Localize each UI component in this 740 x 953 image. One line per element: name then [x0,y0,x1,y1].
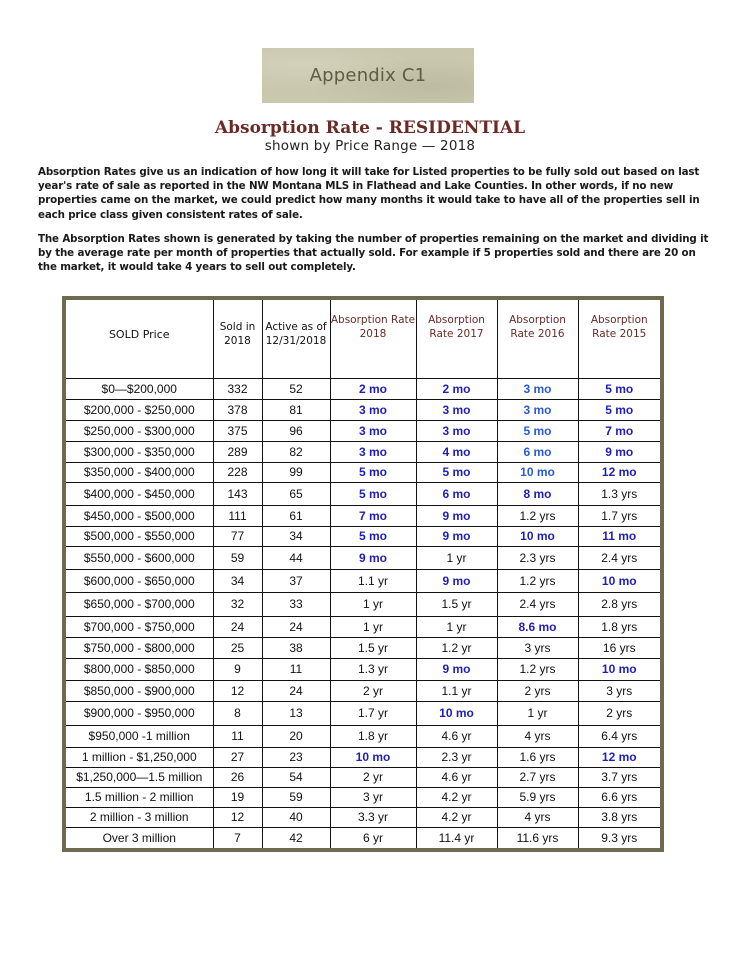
cell-active: 99 [262,462,330,482]
cell-rate-2016: 1 yr [497,701,578,725]
table-row [66,441,660,462]
table-body [66,378,660,848]
cell-active: 96 [262,420,330,441]
cell-rate-2018: 3 mo [330,399,416,420]
table-row [66,637,660,658]
cell-sold: 378 [213,399,262,420]
header-rate-2017: Absorption Rate 2017 [416,300,497,378]
header-rate-2016: Absorption Rate 2016 [497,300,578,378]
table-row [66,592,660,616]
cell-active: 23 [262,747,330,767]
table-row [66,747,660,767]
cell-rate-2018: 7 mo [330,505,416,526]
cell-sold: 8 [213,701,262,725]
cell-rate-2017: 1.5 yr [416,592,497,616]
cell-sold: 24 [213,616,262,637]
cell-price-range: $250,000 - $300,000 [66,420,213,441]
cell-active: 42 [262,827,330,848]
cell-rate-2018: 5 mo [330,482,416,505]
cell-active: 34 [262,526,330,546]
cell-active: 33 [262,592,330,616]
cell-rate-2016: 3 mo [497,378,578,399]
cell-price-range: $350,000 - $400,000 [66,462,213,482]
cell-rate-2017: 2 mo [416,378,497,399]
cell-sold: 12 [213,807,262,827]
cell-price-range: $0—$200,000 [66,378,213,399]
cell-rate-2016: 1.2 yrs [497,505,578,526]
table-row [66,505,660,526]
cell-rate-2015: 2.4 yrs [578,546,660,569]
cell-rate-2018: 6 yr [330,827,416,848]
cell-price-range: $750,000 - $800,000 [66,637,213,658]
cell-rate-2016: 2.3 yrs [497,546,578,569]
cell-rate-2018: 2 yr [330,680,416,701]
cell-rate-2017: 4.2 yr [416,787,497,807]
intro-paragraph-1: Absorption Rates give us an indication of how long it will take for Listed properties to be fully sold out based on last year's rate of sale as reported in the NW Montana MLS in Flathead and Lake Counties. In other words, if no new properties came on the market, we could predict how many months it would take to have all of the properties sell in each price class given consistent rates of sale. [38,166,700,221]
cell-rate-2017: 3 mo [416,399,497,420]
cell-active: 13 [262,701,330,725]
cell-price-range: $600,000 - $650,000 [66,569,213,592]
table-row [66,378,660,399]
cell-rate-2015: 3.8 yrs [578,807,660,827]
cell-rate-2015: 2.8 yrs [578,592,660,616]
cell-price-range: 2 million - 3 million [66,807,213,827]
cell-rate-2017: 1 yr [416,616,497,637]
cell-rate-2018: 1.1 yr [330,569,416,592]
intro-paragraph-2: The Absorption Rates shown is generated by taking the number of properties remaining on the market and dividing it by the average rate per month of properties that actually sold. For example if 5 properties sold and there are 20 on the market, it would take 4 years to sell out completely. [38,233,709,274]
cell-rate-2016: 8.6 mo [497,616,578,637]
table-row [66,526,660,546]
cell-active: 65 [262,482,330,505]
cell-rate-2016: 1.6 yrs [497,747,578,767]
cell-price-range: $450,000 - $500,000 [66,505,213,526]
cell-rate-2015: 6.6 yrs [578,787,660,807]
cell-price-range: $550,000 - $600,000 [66,546,213,569]
table-row [66,462,660,482]
page-title: Absorption Rate - RESIDENTIAL [214,118,526,138]
cell-rate-2015: 9 mo [578,441,660,462]
header-rate-2015: Absorption Rate 2015 [578,300,660,378]
cell-rate-2016: 6 mo [497,441,578,462]
cell-rate-2017: 2.3 yr [416,747,497,767]
cell-rate-2016: 4 yrs [497,725,578,747]
table-row [66,725,660,747]
cell-rate-2015: 12 mo [578,462,660,482]
cell-rate-2016: 3 yrs [497,637,578,658]
cell-rate-2015: 10 mo [578,658,660,680]
table-row [66,420,660,441]
cell-rate-2016: 10 mo [497,462,578,482]
cell-active: 24 [262,680,330,701]
cell-rate-2016: 4 yrs [497,807,578,827]
cell-rate-2018: 3 yr [330,787,416,807]
cell-price-range: Over 3 million [66,827,213,848]
cell-rate-2018: 3 mo [330,420,416,441]
cell-rate-2018: 1.7 yr [330,701,416,725]
cell-active: 37 [262,569,330,592]
cell-rate-2017: 11.4 yr [416,827,497,848]
table-row [66,680,660,701]
cell-price-range: $500,000 - $550,000 [66,526,213,546]
cell-active: 54 [262,767,330,787]
cell-rate-2018: 1 yr [330,616,416,637]
cell-rate-2017: 9 mo [416,505,497,526]
cell-price-range: $200,000 - $250,000 [66,399,213,420]
cell-active: 38 [262,637,330,658]
cell-sold: 143 [213,482,262,505]
cell-rate-2017: 4 mo [416,441,497,462]
cell-rate-2017: 6 mo [416,482,497,505]
absorption-rate-table [66,300,660,848]
cell-sold: 228 [213,462,262,482]
cell-rate-2015: 3.7 yrs [578,767,660,787]
cell-sold: 12 [213,680,262,701]
cell-rate-2016: 2.7 yrs [497,767,578,787]
header-rate-2018: Absorption Rate 2018 [330,300,416,378]
cell-price-range: $800,000 - $850,000 [66,658,213,680]
cell-active: 81 [262,399,330,420]
cell-rate-2017: 9 mo [416,526,497,546]
cell-rate-2018: 2 yr [330,767,416,787]
cell-rate-2017: 4.6 yr [416,767,497,787]
cell-rate-2015: 3 yrs [578,680,660,701]
cell-price-range: 1 million - $1,250,000 [66,747,213,767]
header-active: Active as of 12/31/2018 [262,300,330,378]
cell-price-range: $650,000 - $700,000 [66,592,213,616]
cell-rate-2015: 7 mo [578,420,660,441]
cell-sold: 9 [213,658,262,680]
cell-price-range: $850,000 - $900,000 [66,680,213,701]
cell-price-range: $950,000 -1 million [66,725,213,747]
cell-active: 24 [262,616,330,637]
cell-rate-2017: 10 mo [416,701,497,725]
table-row [66,658,660,680]
cell-sold: 59 [213,546,262,569]
cell-sold: 375 [213,420,262,441]
cell-rate-2015: 1.7 yrs [578,505,660,526]
appendix-banner [262,48,474,103]
table-row [66,616,660,637]
cell-rate-2015: 5 mo [578,399,660,420]
table-row [66,807,660,827]
cell-rate-2016: 1.2 yrs [497,569,578,592]
page-subtitle: shown by Price Range — 2018 [264,138,476,154]
table-row [66,482,660,505]
cell-price-range: $300,000 - $350,000 [66,441,213,462]
table-row [66,701,660,725]
cell-sold: 34 [213,569,262,592]
cell-sold: 26 [213,767,262,787]
cell-active: 44 [262,546,330,569]
cell-price-range: $900,000 - $950,000 [66,701,213,725]
cell-rate-2018: 5 mo [330,526,416,546]
cell-rate-2015: 5 mo [578,378,660,399]
cell-rate-2015: 9.3 yrs [578,827,660,848]
cell-rate-2016: 5 mo [497,420,578,441]
cell-sold: 332 [213,378,262,399]
cell-rate-2015: 6.4 yrs [578,725,660,747]
cell-active: 59 [262,787,330,807]
cell-active: 20 [262,725,330,747]
cell-active: 52 [262,378,330,399]
cell-rate-2016: 5.9 yrs [497,787,578,807]
header-sold-2018: Sold in 2018 [213,300,262,378]
cell-rate-2017: 1.2 yr [416,637,497,658]
cell-rate-2018: 1.5 yr [330,637,416,658]
table-row [66,787,660,807]
cell-sold: 27 [213,747,262,767]
cell-rate-2016: 1.2 yrs [497,658,578,680]
cell-rate-2018: 9 mo [330,546,416,569]
cell-rate-2018: 5 mo [330,462,416,482]
cell-sold: 32 [213,592,262,616]
table-row [66,767,660,787]
cell-rate-2017: 9 mo [416,658,497,680]
cell-sold: 11 [213,725,262,747]
cell-rate-2017: 5 mo [416,462,497,482]
cell-rate-2015: 12 mo [578,747,660,767]
table-row [66,827,660,848]
cell-rate-2018: 2 mo [330,378,416,399]
cell-rate-2017: 9 mo [416,569,497,592]
cell-rate-2017: 1 yr [416,546,497,569]
absorption-table-frame [62,296,664,852]
cell-rate-2016: 3 mo [497,399,578,420]
cell-active: 11 [262,658,330,680]
cell-rate-2017: 3 mo [416,420,497,441]
header-sold-price: SOLD Price [66,300,213,378]
cell-rate-2018: 1.3 yr [330,658,416,680]
cell-rate-2018: 3 mo [330,441,416,462]
cell-rate-2016: 2 yrs [497,680,578,701]
cell-rate-2016: 8 mo [497,482,578,505]
table-row [66,546,660,569]
cell-rate-2015: 1.8 yrs [578,616,660,637]
cell-sold: 77 [213,526,262,546]
cell-rate-2016: 11.6 yrs [497,827,578,848]
cell-rate-2017: 1.1 yr [416,680,497,701]
cell-active: 40 [262,807,330,827]
cell-rate-2015: 11 mo [578,526,660,546]
table-row [66,569,660,592]
cell-sold: 111 [213,505,262,526]
cell-price-range: $1,250,000—1.5 million [66,767,213,787]
cell-sold: 19 [213,787,262,807]
table-row [66,399,660,420]
cell-price-range: $700,000 - $750,000 [66,616,213,637]
cell-rate-2015: 1.3 yrs [578,482,660,505]
cell-rate-2015: 2 yrs [578,701,660,725]
cell-price-range: 1.5 million - 2 million [66,787,213,807]
table-header-row [66,300,660,378]
cell-rate-2018: 3.3 yr [330,807,416,827]
cell-sold: 25 [213,637,262,658]
cell-rate-2015: 10 mo [578,569,660,592]
appendix-label: Appendix C1 [309,65,427,86]
cell-rate-2017: 4.2 yr [416,807,497,827]
cell-rate-2018: 1.8 yr [330,725,416,747]
cell-rate-2016: 10 mo [497,526,578,546]
cell-sold: 7 [213,827,262,848]
cell-rate-2017: 4.6 yr [416,725,497,747]
cell-active: 82 [262,441,330,462]
cell-sold: 289 [213,441,262,462]
cell-rate-2016: 2.4 yrs [497,592,578,616]
cell-rate-2018: 10 mo [330,747,416,767]
cell-price-range: $400,000 - $450,000 [66,482,213,505]
cell-active: 61 [262,505,330,526]
cell-rate-2015: 16 yrs [578,637,660,658]
cell-rate-2018: 1 yr [330,592,416,616]
